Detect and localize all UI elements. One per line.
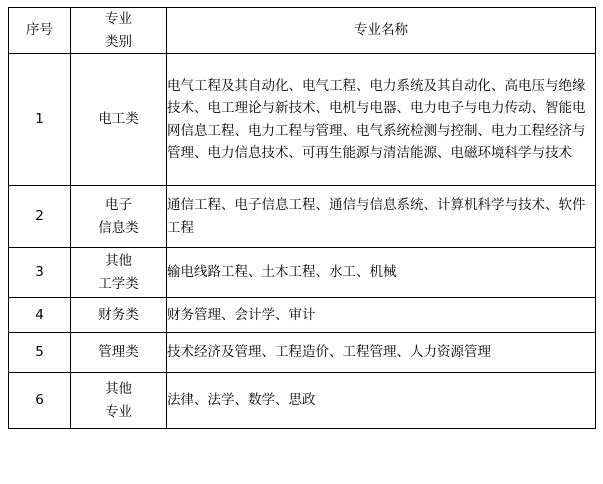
- table-row: [9, 333, 596, 373]
- header-category-line2: 类别: [105, 33, 132, 50]
- row-category-line1: 其他: [105, 381, 132, 398]
- row-no: 4: [9, 298, 71, 333]
- row-no: 1: [9, 54, 71, 186]
- header-category-line1: 专业: [105, 11, 132, 28]
- row-category-line1: 电子: [105, 197, 132, 214]
- header-cell-category: [71, 8, 167, 54]
- row-major-names: 通信工程、电子信息工程、通信与信息系统、计算机科学与技术、软件工程: [167, 186, 596, 248]
- row-category-line1: 其他: [105, 253, 132, 270]
- row-category-line2: 信息类: [98, 219, 139, 236]
- table-row: [9, 54, 596, 186]
- row-major-names: 财务管理、会计学、审计: [167, 298, 596, 333]
- row-category: [71, 298, 167, 333]
- document-page: [0, 7, 603, 484]
- row-category: [71, 333, 167, 373]
- header-cell-name: 专业名称: [167, 8, 596, 54]
- row-category-line2: 专业: [105, 403, 132, 420]
- row-category: [71, 186, 167, 248]
- row-category: [71, 54, 167, 186]
- row-no: 6: [9, 373, 71, 429]
- row-category: [71, 373, 167, 429]
- header-cell-no: 序号: [9, 8, 71, 54]
- row-no: 2: [9, 186, 71, 248]
- row-category-line1: 管理类: [98, 344, 139, 361]
- table-row: [9, 248, 596, 298]
- table-row: [9, 298, 596, 333]
- major-category-table: [8, 7, 596, 429]
- table-row: [9, 186, 596, 248]
- row-no: 5: [9, 333, 71, 373]
- row-major-names: 电气工程及其自动化、电气工程、电力系统及其自动化、高电压与绝缘技术、电工理论与新技术、电机与电器、电力电子与电力传动、智能电网信息工程、电力工程与管理、电气系统检测与控制、电力工程经济与管理、电力信息技术、可再生能源与清洁能源、电磁环境科学与技术: [167, 54, 596, 186]
- row-category-line1: 电工类: [98, 111, 139, 128]
- row-category: [71, 248, 167, 298]
- row-category-line1: 财务类: [98, 306, 139, 323]
- row-major-names: 输电线路工程、土木工程、水工、机械: [167, 248, 596, 298]
- row-major-names: 技术经济及管理、工程造价、工程管理、人力资源管理: [167, 333, 596, 373]
- row-category-line2: 工学类: [98, 275, 139, 292]
- table-row: [9, 373, 596, 429]
- table-header-row: [9, 8, 596, 54]
- row-no: 3: [9, 248, 71, 298]
- row-major-names: 法律、法学、数学、思政: [167, 373, 596, 429]
